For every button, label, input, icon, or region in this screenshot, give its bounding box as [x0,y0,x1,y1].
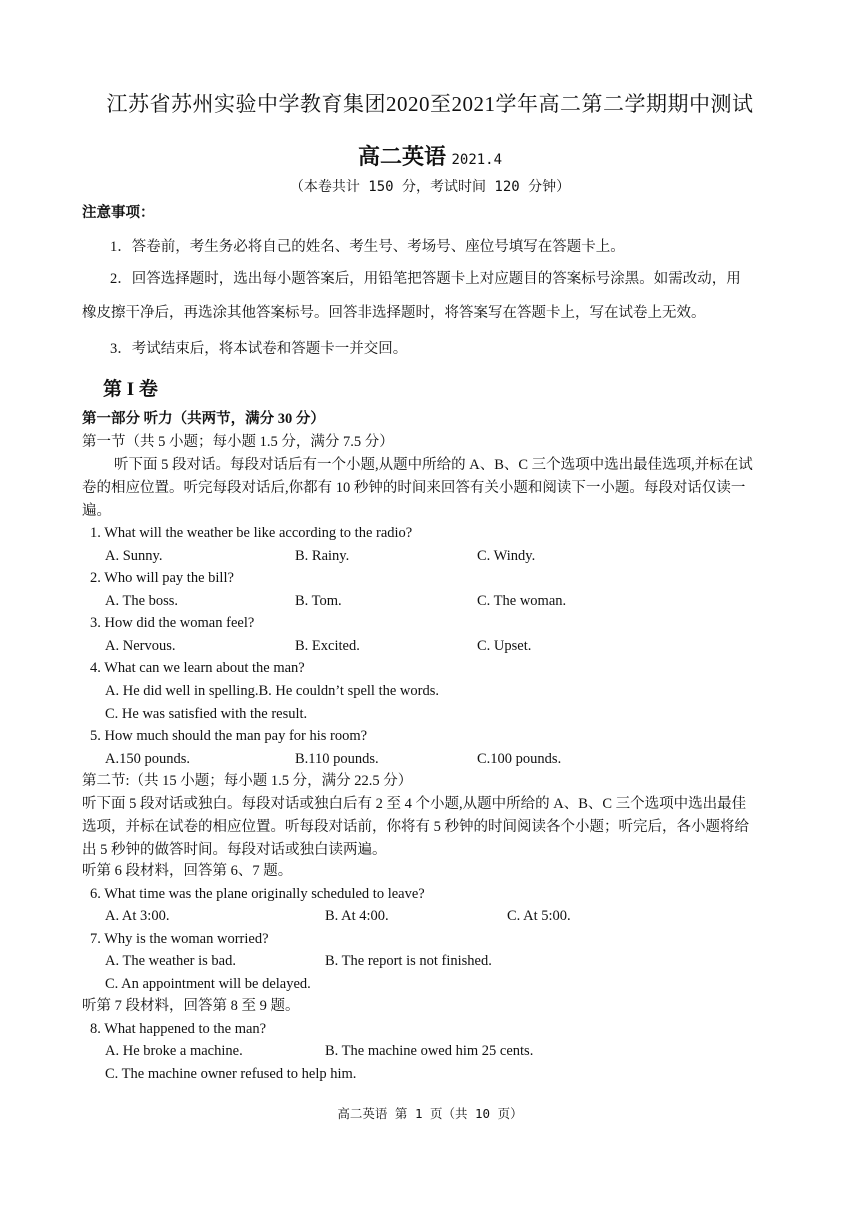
question-5-stem: 5. How much should the man pay for his room? [90,728,368,744]
question-7-option-b: B. The report is not finished. [325,953,492,969]
question-4-options-ab: A. He did well in spelling.B. He couldn’t spell the words. [105,683,439,699]
question-8-option-b: B. The machine owed him 25 cents. [325,1043,534,1059]
material-6-note: 听第 6 段材料，回答第 6、7 题。 [82,863,293,879]
section1-instructions-line2: 卷的相应位置。听完每段对话后,你都有 10 秒钟的时间来回答有关小题和阅读下一小题。每段对话仅读一 [82,480,746,496]
section2-instructions-line3: 出 5 秒钟的做答时间。每段对话或独白读两遍。 [82,842,387,858]
question-3-stem: 3. How did the woman feel? [90,615,255,631]
question-2-option-b: B. Tom. [295,593,342,609]
subject-title [0,140,860,171]
question-1-option-b: B. Rainy. [295,548,350,564]
question-4-stem: 4. What can we learn about the man? [90,660,305,676]
exam-date: 2021.4 [451,152,503,168]
section1-instructions-line3: 遍。 [82,503,111,519]
subject-name: 高二英语 [357,144,446,169]
question-6-option-b: B. At 4:00. [325,908,389,924]
question-1-stem: 1. What will the weather be like according to the radio? [90,525,413,541]
question-3-option-a: A. Nervous. [105,638,176,654]
question-3-option-c: C. Upset. [477,638,532,654]
question-6-option-a: A. At 3:00. [105,908,170,924]
question-6-stem: 6. What time was the plane originally scheduled to leave? [90,886,425,902]
section2-instructions-line1: 听下面 5 段对话或独白。每段对话或独白后有 2 至 4 个小题,从题中所给的 A、B、C 三个选项中选出最佳 [82,796,747,812]
notice-heading: 注意事项： [82,205,155,221]
question-2-stem: 2. Who will pay the bill? [90,570,234,586]
question-8-option-a: A. He broke a machine. [105,1043,243,1059]
question-5-option-b: B.110 pounds. [295,751,379,767]
notice-item-2-line1: 2．回答选择题时，选出每小题答案后，用铅笔把答题卡上对应题目的答案标号涂黑。如需改动，用 [110,271,741,287]
notice-item-1: 1．答卷前，考生务必将自己的姓名、考生号、考场号、座位号填写在答题卡上。 [110,239,625,255]
question-1-option-c: C. Windy. [477,548,536,564]
section1-instructions-line1: 听下面 5 段对话。每段对话后有一个小题,从题中所给的 A、B、C 三个选项中选出最佳选项,并标在试 [114,457,753,473]
question-4-option-c: C. He was satisfied with the result. [105,706,308,722]
part1-heading: 第一部分 听力（共两节，满分 30 分） [82,411,325,427]
material-7-note: 听第 7 段材料，回答第 8 至 9 题。 [82,998,300,1014]
question-6-option-c: C. At 5:00. [507,908,571,924]
question-8-stem: 8. What happened to the man? [90,1021,267,1037]
exam-note: （本卷共计 150 分，考试时间 120 分钟） [289,179,571,195]
question-1-option-a: A. Sunny. [105,548,163,564]
question-7-option-c: C. An appointment will be delayed. [105,976,311,992]
exam-title: 江苏省苏州实验中学教育集团2020至2021学年高二第二学期期中测试 [106,92,754,116]
question-5-option-c: C.100 pounds. [477,751,562,767]
question-2-option-a: A. The boss. [105,593,179,609]
volume-heading: 第 I 卷 [103,379,158,400]
page-footer: 高二英语 第 1 页（共 10 页） [337,1106,523,1121]
question-8-option-c: C. The machine owner refused to help him. [105,1066,357,1082]
section2-heading: 第二节:（共 15 小题；每小题 1.5 分，满分 22.5 分） [82,773,413,789]
question-2-option-c: C. The woman. [477,593,567,609]
question-7-option-a: A. The weather is bad. [105,953,236,969]
notice-item-2-line2: 橡皮擦干净后，再选涂其他答案标号。回答非选择题时，将答案写在答题卡上，写在试卷上无效。 [82,305,706,321]
section2-instructions-line2: 选项，并标在试卷的相应位置。听每段对话前，你将有 5 秒钟的时间阅读各个小题；听完后，各小题将给 [82,819,749,835]
question-3-option-b: B. Excited. [295,638,360,654]
question-5-option-a: A.150 pounds. [105,751,190,767]
notice-item-3: 3．考试结束后，将本试卷和答题卡一并交回。 [110,341,408,357]
question-7-stem: 7. Why is the woman worried? [90,931,269,947]
section1-heading: 第一节（共 5 小题；每小题 1.5 分，满分 7.5 分） [82,434,394,450]
